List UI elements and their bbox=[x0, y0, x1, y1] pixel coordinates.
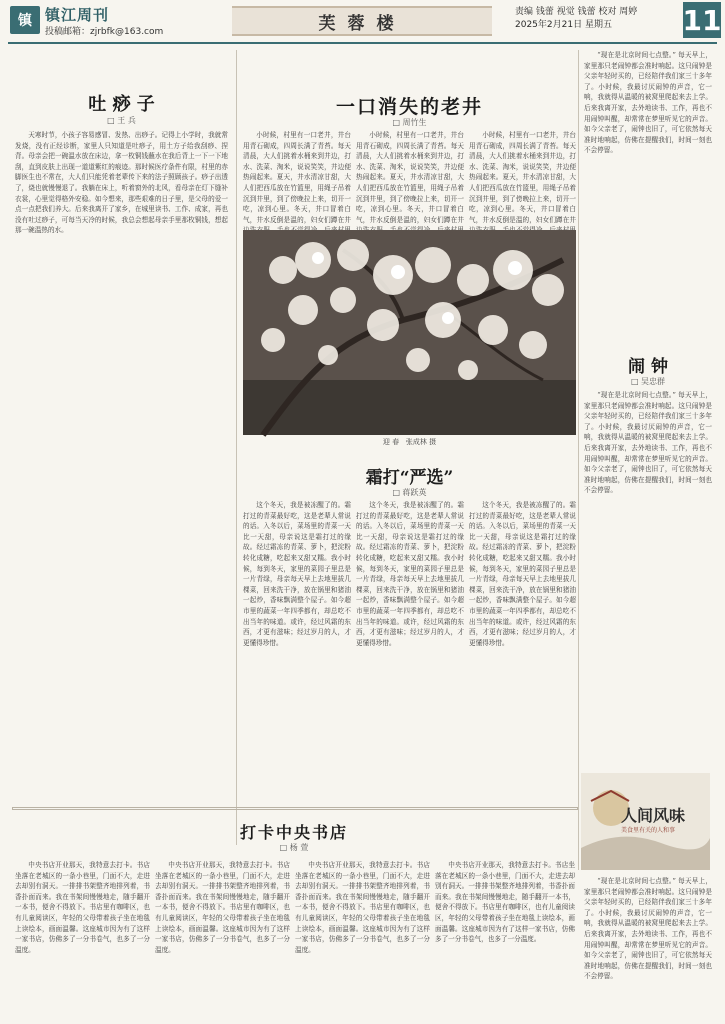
article-text: 中央书店开业那天，我特意去打卡。书店坐落在老城区的一条小巷里，门面不大，走进去却别有洞天。一排排书架整齐地排列着，书香扑面而来。我在书架间慢慢地走，随手翻开一本书，便舍不得放下。书店里有咖啡区，也有儿童阅读区，年轻的父母带着孩子坐在地毯上读绘本，画面温馨。这座城市因为有了这样一家书店，仿佛多了一分书卷气，也多了一分温度。 bbox=[15, 861, 150, 954]
article-body-alarm bbox=[584, 390, 712, 768]
article-text: 这个冬天，我是被冻醒了的。霜打过的青菜最好吃，这是老辈人常说的话。入冬以后，菜场里的青菜一天比一天甜，母亲说这是霜打过的缘故。经过霜冻的青菜、萝卜，把淀粉转化成糖，吃起来又甜又糯。我小时候，每到冬天，家里的菜园子里总是一片青绿，母亲每天早上去地里拔几棵菜，回来洗干净，放在锅里和猪油一起炒，香味飘满整个屋子。如今超市里的蔬菜一年四季都有，却总吃不出当年的味道。或许，经过风霜的东西，才更有滋味；经过岁月的人，才更懂得珍惜。 bbox=[469, 501, 576, 647]
article-text: “现在是北京时间七点整。” 每天早上，家里那只老闹钟都会准时响起。这只闹钟是父亲年轻时买的，已经陪伴我们家三十多年了。小时候，我最讨厌闹钟的声音，它一响，我就得从温暖的被窝里爬起来去上学。后来我离开家，去外地读书、工作，再也不用闹钟叫醒，却常常在梦里听见它的声音。如今父亲老了，闹钟也旧了，可它依然每天准时地响起，仿佛在提醒我们，时间一刻也不会停留。 bbox=[584, 877, 712, 981]
article-title-bookstore: 打卡中央书店 bbox=[239, 823, 348, 842]
article-body-bookstore-col4 bbox=[435, 860, 575, 1015]
article-body-right-bottom bbox=[584, 876, 712, 1016]
photo-credit: 张成林 摄 bbox=[405, 438, 437, 446]
article-text: 这个冬天，我是被冻醒了的。霜打过的青菜最好吃，这是老辈人常说的话。入冬以后，菜场里的青菜一天比一天甜，母亲说这是霜打过的缘故。经过霜冻的青菜、萝卜，把淀粉转化成糖，吃起来又甜又糯。我小时候，每到冬天，家里的菜园子里总是一片青绿，母亲每天早上去地里拔几棵菜，回来洗干净，放在锅里和猪油一起炒，香味飘满整个屋子。如今超市里的蔬菜一年四季都有，却总吃不出当年的味道。或许，经过风霜的东西，才更有滋味；经过岁月的人，才更懂得珍惜。 bbox=[243, 501, 351, 647]
contact-email[interactable]: 投稿邮箱：zjrbfk@163.com bbox=[45, 27, 164, 37]
article-body-bookstore-col3 bbox=[295, 860, 430, 1015]
article-body-bookstore-col2 bbox=[155, 860, 290, 1015]
article-title-tushazi: 吐 痧 子 bbox=[88, 94, 155, 115]
photo-caption-title: 迎 春 bbox=[382, 438, 400, 446]
article-body-old-well-col2 bbox=[356, 130, 464, 226]
article-text: 小时候，村里有一口老井，井台用青石砌成，四周长满了青苔。每天清晨，大人们挑着水桶来到井边，打水、洗菜、淘米，说说笑笑，井边便热闹起来。夏天，井水清凉甘甜，大人们把西瓜放在竹篮里，用绳子吊着沉到井里，到了傍晚拉上来，切开一吃，凉到心里。冬天，井口冒着白气，井水反倒是温的，妇女们蹲在井 bbox=[243, 131, 351, 224]
section-divider bbox=[12, 807, 578, 810]
masthead bbox=[0, 0, 725, 40]
food-art-subtitle: 美食里有关的人和事 bbox=[621, 827, 676, 834]
page-number: 11 bbox=[682, 3, 722, 37]
article-text: “现在是北京时间七点整。” 每天早上，家里那只老闹钟都会准时响起。这只闹钟是父亲年轻时买的，已经陪伴我们家三十多年了。小时候，我最讨厌闹钟的声音，它一响，我就得从温暖的被窝里爬起来去上学。后来我离开家，去外地读书、工作，再也不用闹钟叫醒，却常常在梦里听见它的声音。如今父亲老了，闹钟也旧了，可它依然每天准时地响起，仿佛在提醒我们，时间一刻也不会停留。 bbox=[584, 51, 712, 155]
article-text: 中央书店开业那天，我特意去打卡。书店坐落在老城区的一条小巷里，门面不大，走进去却别有洞天。一排排书架整齐地排列着，书香扑面而来。我在书架间慢慢地走，随手翻开一本书，便舍不得放下。书店里有咖啡区，也有儿童阅读区，年轻的父母带着孩子坐在地毯上读绘本，画面温馨。这座城市因为有了这样一家书店，仿佛多了一分书卷气，也多了一分温度。 bbox=[155, 861, 290, 954]
issue-date: 2025年2月21日 星期五 bbox=[515, 20, 612, 30]
article-text: 小时候，村里有一口老井，井台用青石砌成，四周长满了青苔。每天清晨，大人们挑着水桶来到井边，打水、洗菜、淘米，说说笑笑，井边便热闹起来。夏天，井水清凉甘甜，大人们把西瓜放在竹篮里，用绳子吊着沉到井里，到了傍晚拉上来，切开一吃，凉到心里。冬天，井口冒着白气，井水反倒是温的，妇女们蹲在井 bbox=[469, 131, 576, 224]
article-body-frost bbox=[243, 500, 351, 800]
article-text: 中央书店开业那天，我特意去打卡。书店坐落在老城区的一条小巷里，门面不大，走进去却别有洞天。一排排书架整齐地排列着，书香扑面而来。我在书架间慢慢地走，随手翻开一本书，便舍不得放下。书店里有咖啡区，也有儿童阅读区，年轻的父母带着孩子坐在地毯上读绘本，画面温馨。这座城市因为有了这样一家书店，仿佛多了一分书卷气，也多了一分温度。 bbox=[295, 861, 430, 954]
article-byline-frost: □ 蒋跃英 bbox=[392, 488, 427, 497]
column-divider bbox=[236, 50, 237, 845]
article-byline-bookstore: □ 杨 萱 bbox=[279, 843, 309, 852]
article-body-bookstore bbox=[15, 860, 150, 1015]
article-byline-tushazi: □ 王 兵 bbox=[107, 116, 136, 125]
article-body-old-well bbox=[243, 130, 351, 226]
food-column-art bbox=[581, 773, 710, 870]
article-text: 这个冬天，我是被冻醒了的。霜打过的青菜最好吃，这是老辈人常说的话。入冬以后，菜场里的青菜一天比一天甜，母亲说这是霜打过的缘故。经过霜冻的青菜、萝卜，把淀粉转化成糖，吃起来又甜又糯。我小时候，每到冬天，家里的菜园子里总是一片青绿，母亲每天早上去地里拔几棵菜，回来洗干净，放在锅里和猪油一起炒，香味飘满整个屋子。如今超市里的蔬菜一年四季都有，却总吃不出当年的味道。或许，经过风霜的东西，才更有滋味；经过岁月的人，才更懂得珍惜。 bbox=[356, 501, 464, 647]
article-byline-old-well: □ 周竹生 bbox=[392, 118, 427, 127]
article-text: “现在是北京时间七点整。” 每天早上，家里那只老闹钟都会准时响起。这只闹钟是父亲年轻时买的，已经陪伴我们家三十多年了。小时候，我最讨厌闹钟的声音，它一响，我就得从温暖的被窝里爬起来去上学。后来我离开家，去外地读书、工作，再也不用闹钟叫醒，却常常在梦里听见它的声音。如今父亲老了，闹钟也旧了，可它依然每天准时地响起，仿佛在提醒我们，时间一刻也不会停留。 bbox=[584, 391, 712, 495]
article-title-alarm: 闹 钟 bbox=[628, 357, 668, 377]
article-body-old-well-col3 bbox=[469, 130, 576, 226]
article-title-frost: 霜打“严选” bbox=[365, 468, 454, 488]
article-body-frost-col3 bbox=[469, 500, 576, 800]
newspaper-logo: 镇 bbox=[10, 6, 40, 34]
section-banner bbox=[232, 6, 492, 36]
editor-credits: 责编 钱蕾 视觉 钱蕾 校对 周婷 bbox=[515, 7, 638, 17]
plum-blossom-photo bbox=[243, 230, 576, 435]
article-text: 中央书店开业那天，我特意去打卡。书店坐落在老城区的一条小巷里，门面不大，走进去却别有洞天。一排排书架整齐地排列着，书香扑面而来。我在书架间慢慢地走，随手翻开一本书，便舍不得放下。书店里有咖啡区，也有儿童阅读区，年轻的父母带着孩子坐在地毯上读绘本，画面温馨。这座城市因为有了这样一家书店，仿佛多了一分书卷气，也多了一分温度。 bbox=[435, 861, 575, 944]
photo-caption bbox=[243, 437, 576, 447]
article-body-frost-col2 bbox=[356, 500, 464, 800]
section-title: 芙蓉楼 bbox=[318, 13, 406, 34]
paper-name: 镇江周刊 bbox=[45, 6, 110, 24]
header-divider bbox=[8, 42, 717, 44]
article-title-old-well: 一口消失的老井 bbox=[335, 96, 483, 118]
article-text: 天寒时节，小孩子容易感冒、发热、出痧子。记得上小学时，我就常发烧，没有正经诊断，家里人只知道是吐痧子，用土方子给我刮痧、捏背。母亲会把一碗温水放在床边，拿一枚铜钱蘸水在我后背上一下一下地刮，直到皮肤上出现一道道紫红的痕迹。那时候医疗条件有限，村里的赤脚医生也不常在，大人们只能凭着老辈传下来的法子照顾孩子。痧子出透了，烧也就慢慢退了。我躺在床上，听着窗外的北风，看母亲在灯下缝补衣裳，心里觉得格外安稳。如今想来，那些艰难的日子里，是父母的爱一点一点把我们养大。后来我离开了家乡，在城里读书、工作、成家，再也没有吐过痧子，可每当天冷的时候，我总会想起母亲手里那枚铜钱，想起那一碗温热的水。 bbox=[15, 131, 228, 235]
article-body-right-top bbox=[584, 50, 712, 350]
food-art-title: 人间风味 bbox=[621, 806, 686, 825]
article-byline-alarm: □ 吴忠群 bbox=[630, 377, 666, 386]
page-meta bbox=[515, 6, 637, 32]
article-text: 小时候，村里有一口老井，井台用青石砌成，四周长满了青苔。每天清晨，大人们挑着水桶来到井边，打水、洗菜、淘米，说说笑笑，井边便热闹起来。夏天，井水清凉甘甜，大人们把西瓜放在竹篮里，用绳子吊着沉到井里，到了傍晚拉上来，切开一吃，凉到心里。冬天，井口冒着白气，井水反倒是温的，妇女们蹲在井 bbox=[356, 131, 464, 224]
column-divider bbox=[578, 50, 579, 870]
blossom-illustration bbox=[243, 230, 576, 435]
article-body-tushazi bbox=[15, 130, 228, 850]
